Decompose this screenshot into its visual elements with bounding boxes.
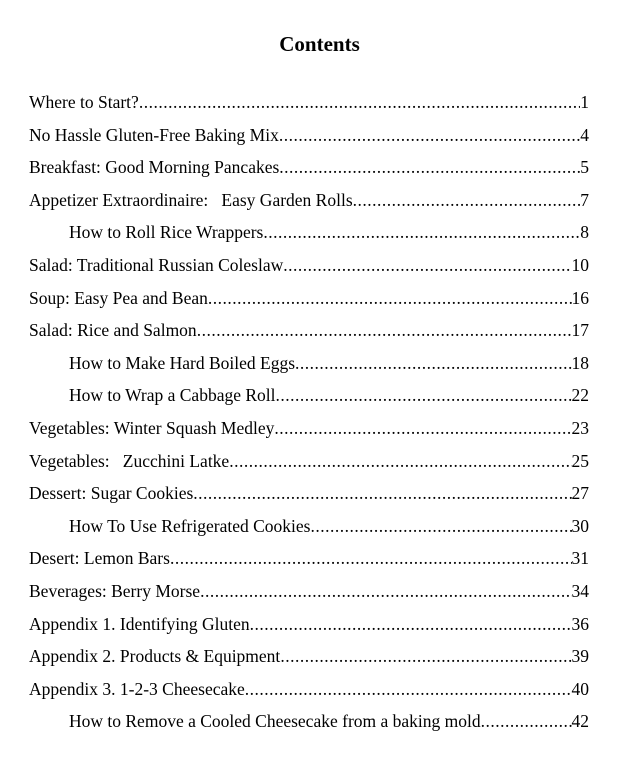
toc-entry-title: Salad: Traditional Russian Coleslaw: [29, 254, 284, 275]
toc-entry-title: Desert: Lemon Bars: [29, 548, 170, 569]
dot-leader: [245, 676, 572, 702]
toc-entry-title: How to Make Hard Boiled Eggs: [69, 352, 296, 373]
toc-entry-title: How to Remove a Cooled Cheesecake from a baking mold: [69, 711, 481, 732]
dot-leader: [200, 578, 571, 604]
toc-entry-title: Salad: Rice and Salmon: [29, 320, 197, 341]
toc-entry-title: Appendix 2. Products & Equipment: [29, 646, 281, 667]
toc-entry-title: Beverages: Berry Morse: [29, 580, 201, 601]
toc-entry-page-number: 34: [571, 580, 589, 601]
dot-leader: [250, 611, 572, 637]
toc-entry: [29, 187, 589, 220]
dot-leader: [139, 89, 580, 115]
toc-entry-title: Vegetables: Zucchini Latke: [29, 450, 230, 471]
toc-entry-page-number: 16: [571, 287, 589, 308]
dot-leader: [279, 154, 580, 180]
dot-leader: [283, 252, 571, 278]
dot-leader: [353, 187, 581, 213]
toc-entry-title: Dessert: Sugar Cookies: [29, 483, 194, 504]
dot-leader: [295, 350, 571, 376]
toc-entry: [29, 676, 589, 709]
dot-leader: [279, 122, 580, 148]
toc-entry-page-number: 23: [571, 417, 589, 438]
toc-entry-page-number: 8: [580, 222, 589, 243]
toc-entry-page-number: 39: [571, 646, 589, 667]
toc-entry: [29, 448, 589, 481]
toc-entry-title: Vegetables: Winter Squash Medley: [29, 417, 275, 438]
toc-entry: [29, 611, 589, 644]
dot-leader: [229, 448, 571, 474]
dot-leader: [280, 643, 571, 669]
toc-entry: [29, 252, 589, 285]
toc-entry-page-number: 4: [580, 124, 589, 145]
toc-entry-title: Appendix 1. Identifying Gluten: [29, 613, 250, 634]
toc-entry-page-number: 18: [571, 352, 589, 373]
dot-leader: [170, 545, 572, 571]
toc-entry: [29, 219, 589, 252]
toc-entry-title: How To Use Refrigerated Cookies: [69, 515, 311, 536]
dot-leader: [276, 382, 572, 408]
toc-entry-page-number: 30: [571, 515, 589, 536]
toc-entry: [29, 708, 589, 741]
toc-entry-page-number: 25: [571, 450, 589, 471]
dot-leader: [274, 415, 571, 441]
toc-entry: [29, 89, 589, 122]
toc-entry-page-number: 10: [571, 254, 589, 275]
toc-entry-title: Where to Start?: [29, 92, 139, 112]
toc-entry-page-number: 5: [580, 157, 589, 178]
toc-entry-page-number: 40: [571, 678, 589, 699]
toc-entry-page-number: 22: [571, 385, 589, 406]
toc-entry-page-number: 1: [580, 92, 589, 112]
dot-leader: [481, 708, 572, 734]
toc-entry: [29, 154, 589, 187]
toc-entry: [29, 513, 589, 546]
dot-leader: [193, 480, 571, 506]
dot-leader: [197, 317, 572, 343]
toc-entry: [29, 415, 589, 448]
toc-entry-title: Appendix 3. 1-2-3 Cheesecake: [29, 678, 245, 699]
toc-entry: [29, 317, 589, 350]
toc-entry-page-number: 36: [571, 613, 589, 634]
toc-entry-title: Breakfast: Good Morning Pancakes: [29, 157, 280, 178]
toc-entry-page-number: 7: [580, 189, 589, 210]
toc-entry: [29, 382, 589, 415]
dot-leader: [208, 285, 572, 311]
dot-leader: [263, 219, 580, 245]
toc-entry-title: Soup: Easy Pea and Bean: [29, 287, 208, 308]
dot-leader: [310, 513, 571, 539]
toc-entry: [29, 578, 589, 611]
toc-entry-page-number: 17: [571, 320, 589, 341]
toc-entry-title: No Hassle Gluten-Free Baking Mix: [29, 124, 279, 145]
toc-entry: [29, 545, 589, 578]
toc-entry: [29, 122, 589, 155]
toc-entry-title: How to Wrap a Cabbage Roll: [69, 385, 276, 406]
toc-entry: [29, 480, 589, 513]
toc-entry-title: Appetizer Extraordinaire: Easy Garden Rolls: [29, 189, 353, 210]
page-title: Contents: [279, 32, 360, 56]
toc-entry-page-number: 31: [571, 548, 589, 569]
toc-entry: [29, 285, 589, 318]
toc-entry-page-number: 42: [571, 711, 589, 732]
toc-entry: [29, 350, 589, 383]
toc-entry-page-number: 27: [571, 483, 589, 504]
table-of-contents: [29, 89, 589, 741]
toc-entry: [29, 643, 589, 676]
toc-entry-title: How to Roll Rice Wrappers: [69, 222, 264, 243]
